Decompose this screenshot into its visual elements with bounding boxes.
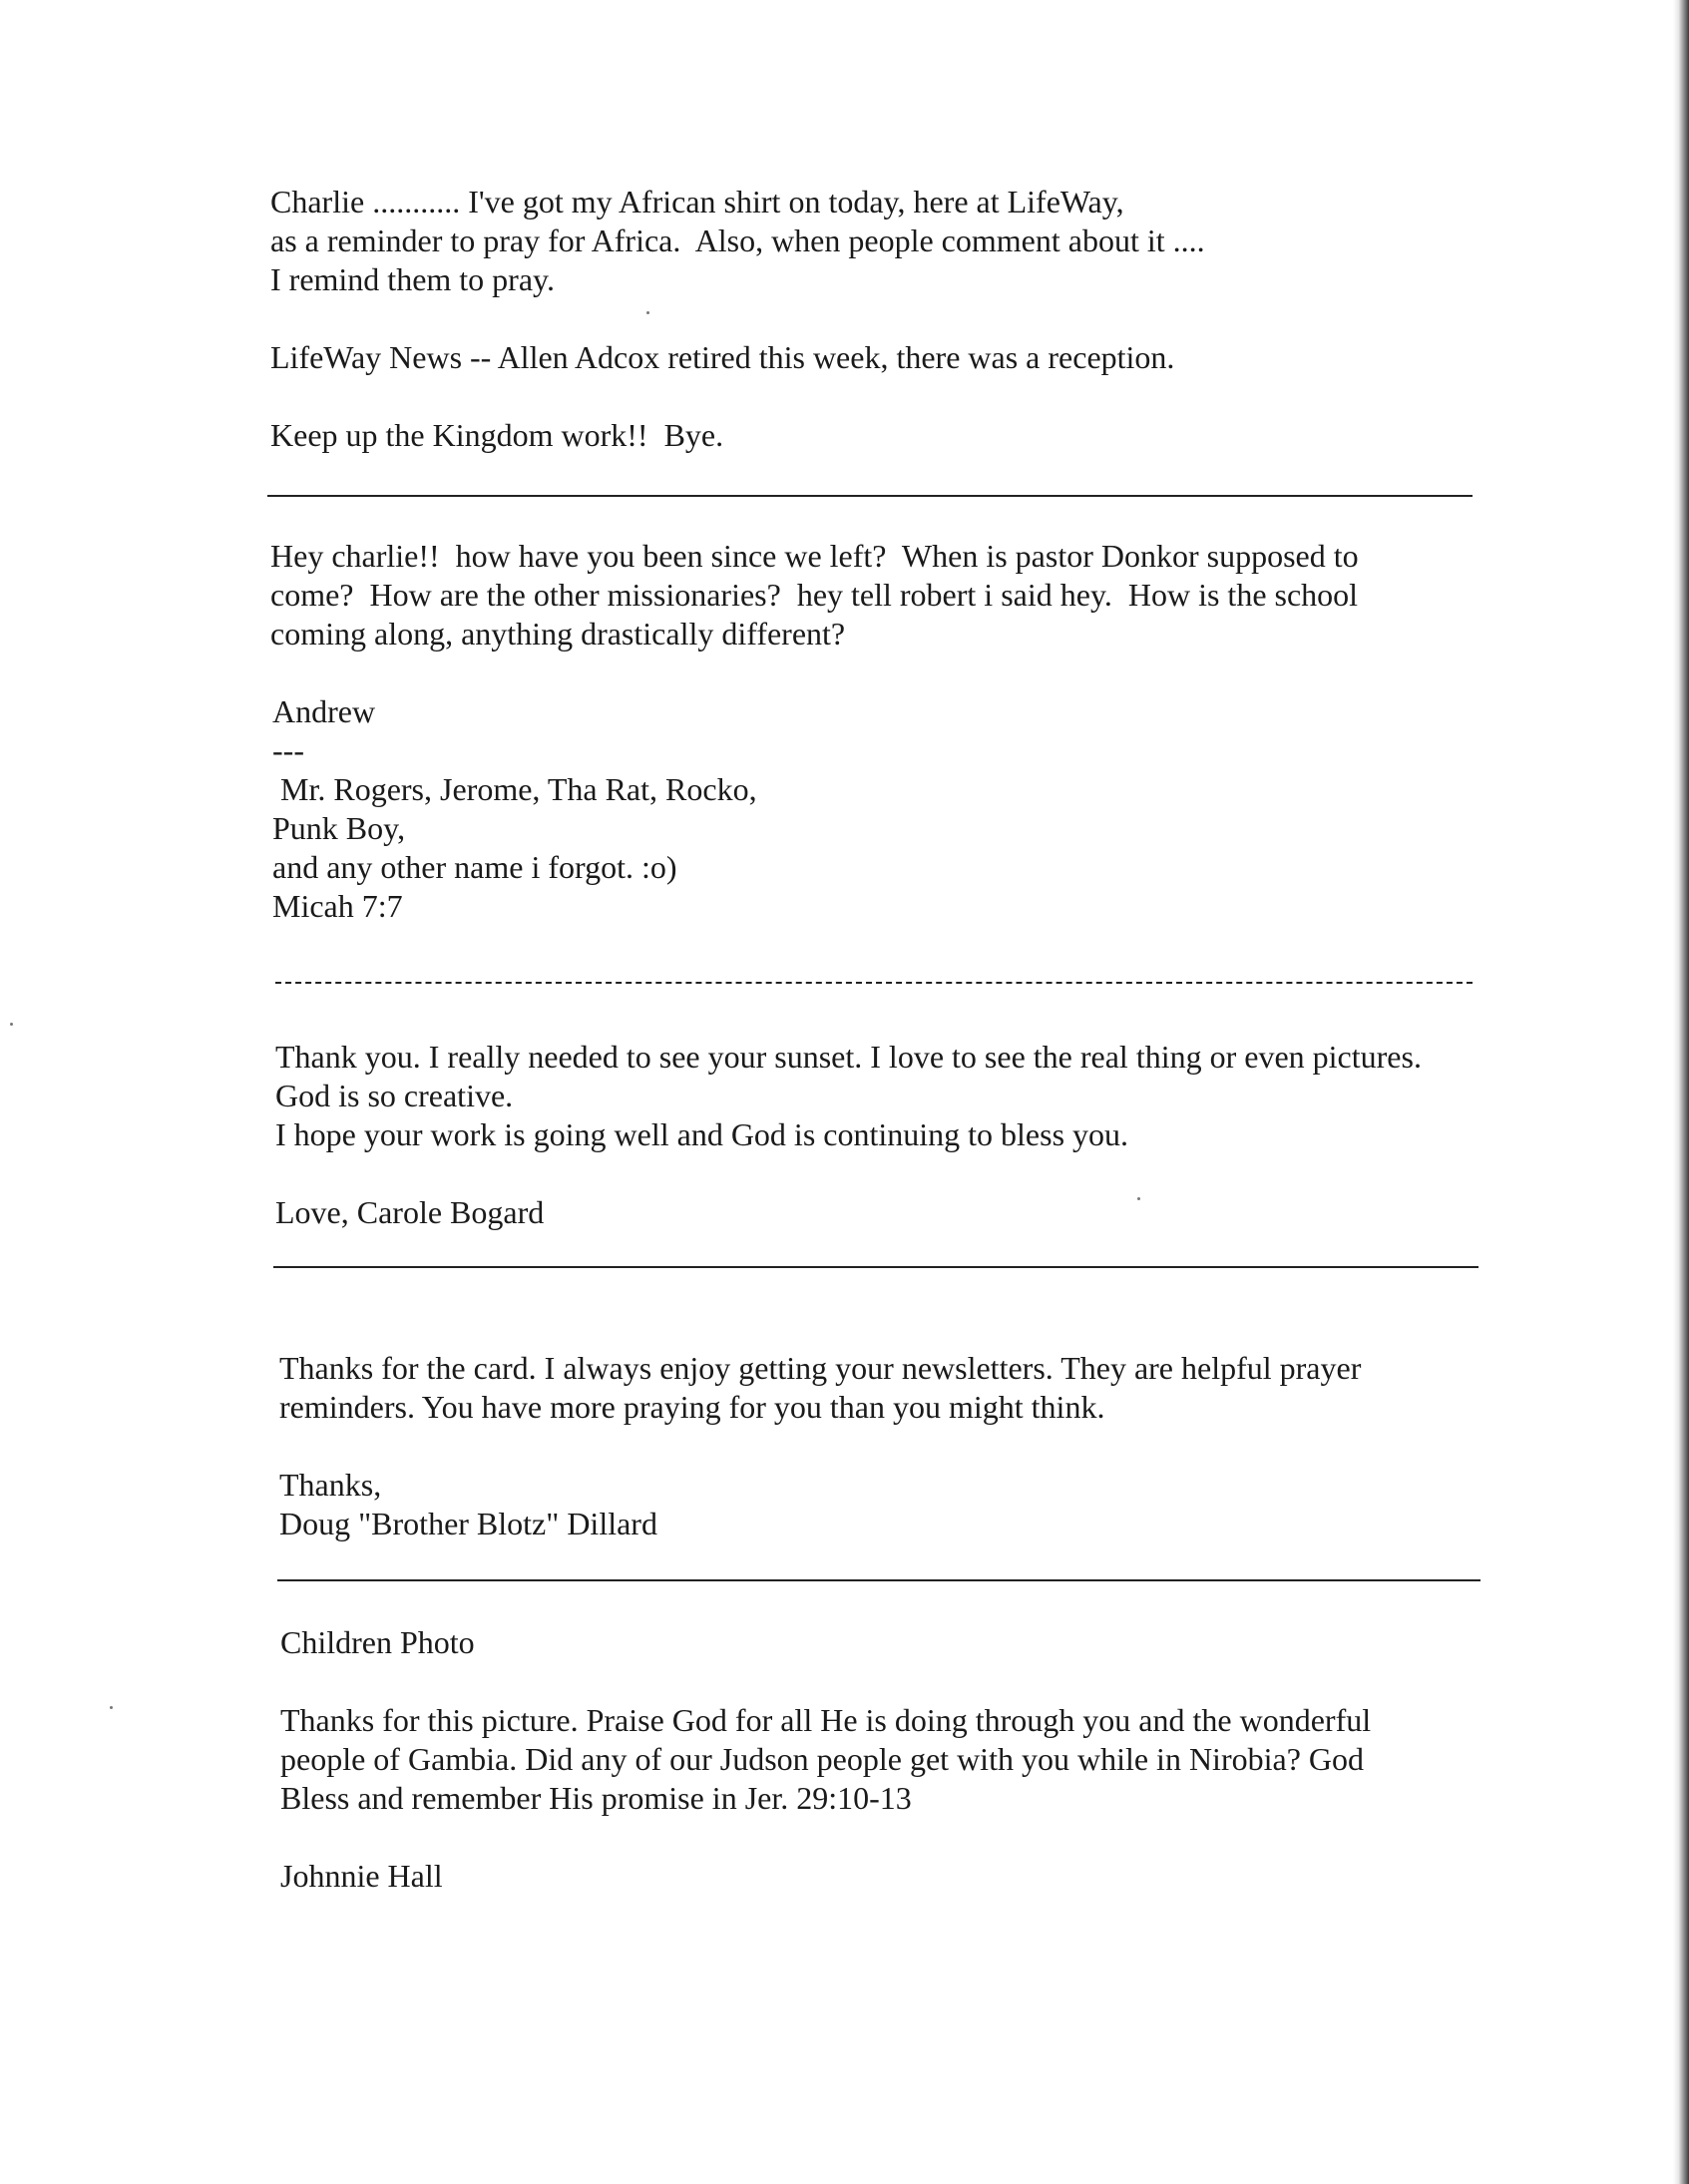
separator-rule-1 bbox=[267, 495, 1473, 497]
message-3-line-3: I hope your work is going well and God is continuing to bless you. bbox=[275, 1116, 1129, 1152]
message-1-closing: Keep up the Kingdom work!! Bye. bbox=[270, 417, 724, 453]
message-2-line-2: come? How are the other missionaries? hey tell robert i said hey. How is the school bbox=[270, 577, 1359, 613]
message-5-line-2: people of Gambia. Did any of our Judson people get with you while in Nirobia? God bbox=[280, 1741, 1364, 1777]
message-2-nickname-line-3: and any other name i forgot. :o) bbox=[272, 849, 677, 885]
scan-speck bbox=[646, 311, 649, 314]
message-2-verse: Micah 7:7 bbox=[272, 888, 403, 924]
message-5-line-1: Thanks for this picture. Praise God for all He is doing through you and the wonderful bbox=[280, 1702, 1372, 1738]
message-5-signature: Johnnie Hall bbox=[280, 1858, 443, 1894]
message-5-subject: Children Photo bbox=[280, 1624, 475, 1660]
message-4-closing: Thanks, bbox=[279, 1467, 382, 1503]
message-1-line-1: Charlie ........... I've got my African shirt on today, here at LifeWay, bbox=[270, 184, 1124, 219]
scan-page-edge bbox=[1673, 0, 1689, 2184]
separator-rule-3 bbox=[277, 1579, 1480, 1581]
message-2-line-1: Hey charlie!! how have you been since we left? When is pastor Donkor supposed to bbox=[270, 538, 1359, 574]
message-2-signature-separator: --- bbox=[272, 732, 304, 768]
message-1-line-3: I remind them to pray. bbox=[270, 261, 555, 297]
message-1-news: LifeWay News -- Allen Adcox retired this week, there was a reception. bbox=[270, 339, 1175, 375]
message-3-line-1: Thank you. I really needed to see your sunset. I love to see the real thing or even pictures. bbox=[275, 1039, 1422, 1075]
scan-speck bbox=[1137, 1197, 1140, 1200]
separator-rule-2 bbox=[273, 1266, 1478, 1268]
message-4-signature: Doug "Brother Blotz" Dillard bbox=[279, 1506, 657, 1541]
scan-speck bbox=[110, 1706, 113, 1709]
message-4-line-2: reminders. You have more praying for you than you might think. bbox=[279, 1389, 1105, 1425]
message-5-line-3: Bless and remember His promise in Jer. 29:10-13 bbox=[280, 1780, 912, 1816]
message-4-line-1: Thanks for the card. I always enjoy getting your newsletters. They are helpful prayer bbox=[279, 1350, 1362, 1386]
message-2-nickname-line-2: Punk Boy, bbox=[272, 810, 406, 846]
separator-dashed-rule bbox=[275, 982, 1473, 984]
message-3-signature: Love, Carole Bogard bbox=[275, 1194, 545, 1230]
message-1-line-2: as a reminder to pray for Africa. Also, when people comment about it .... bbox=[270, 222, 1205, 258]
message-3-line-2: God is so creative. bbox=[275, 1078, 514, 1113]
message-2-nickname-line-1: Mr. Rogers, Jerome, Tha Rat, Rocko, bbox=[272, 771, 757, 807]
message-2-line-3: coming along, anything drastically different? bbox=[270, 616, 846, 652]
message-2-signature: Andrew bbox=[272, 693, 376, 729]
scan-speck bbox=[10, 1023, 13, 1026]
